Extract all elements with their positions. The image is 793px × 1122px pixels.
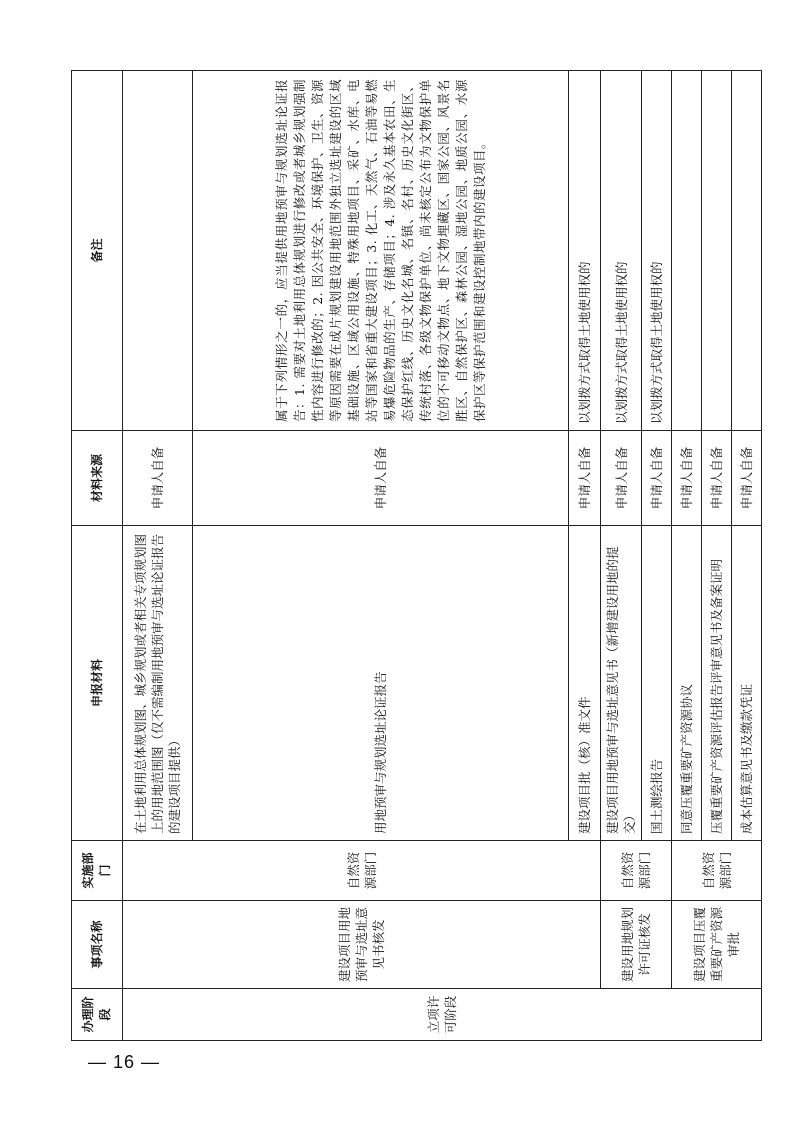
note-cell: 以划拨方式取得土地使用权的 [601,71,642,431]
source-cell: 申请人自备 [702,431,732,526]
item-name-cell: 建设项目压覆重要矿产资源审批 [672,901,762,989]
header-source: 材料来源 [72,431,123,526]
source-cell: 申请人自备 [732,431,762,526]
source-cell: 申请人自备 [123,431,193,526]
material-cell: 成本估算意见书及缴款凭证 [732,526,762,841]
source-cell: 申请人自备 [569,431,601,526]
source-cell: 申请人自备 [601,431,642,526]
table-row [123,71,193,1041]
table-row [601,71,642,1041]
header-stage: 办理阶段 [72,989,123,1041]
stage-cell: 立项许可阶段 [123,989,762,1041]
dept-cell: 自然资源部门 [601,841,672,901]
source-cell: 申请人自备 [672,431,702,526]
header-materials: 申报材料 [72,526,123,841]
rotated-table-wrapper [71,71,754,1041]
note-cell [123,71,193,431]
note-cell: 以划拨方式取得土地使用权的 [569,71,601,431]
header-notes: 备注 [72,71,123,431]
material-cell: 压覆重要矿产资源评估报告评审意见书及备案证明 [702,526,732,841]
page-number: — 16 — [88,1052,161,1072]
item-name-cell: 建设项目用地预审与选址意见书核发 [123,901,601,989]
header-row [72,71,123,1041]
note-cell: 以划拨方式取得土地使用权的 [642,71,672,431]
material-cell: 用地预审与规划选址论证报告 [193,526,569,841]
material-cell: 在土地利用总体规划图、城乡规划或者相关专项规划图上的用地范围图（仅不需编制用地预审与选址论证报告的建设项目提供） [123,526,193,841]
note-cell: 属于下列情形之一的，应当提供用地预审与规划选址论证报告：1. 需要对土地利用总体规划进行修改或者城乡规划强制性内容进行修改的；2. 因公共安全、环境保护、卫生、资源等原因需要在成片规划建设用地范围外独立选址建设的区域基础设施、区域公用设施、特殊用地项目、采矿、水库、电站等国家和省重大建设项目；3. 化工、天然气、石油等易燃易爆危险物品的生产、存储项目；4. 涉及永久基本农田、生态保护红线、历史文化名城、名镇、名村、历史文化街区、传统村落、各级文物保护单位、尚未核定公布为文物保护单位的不可移动文物点、地下文物埋藏区、国家公园、风景名胜区、自然保护区、森林公园、湿地公园、地质公园、水源保护区等保护范围和建设控制地带内的建设项目。 [193,71,569,431]
note-cell [732,71,762,431]
source-cell: 申请人自备 [642,431,672,526]
header-dept: 实施部门 [72,841,123,901]
source-cell: 申请人自备 [193,431,569,526]
material-cell: 国土测绘报告 [642,526,672,841]
note-cell [672,71,702,431]
material-cell: 同意压覆重要矿产资源协议 [672,526,702,841]
table-row [672,71,702,1041]
materials-table [71,70,762,1041]
material-cell: 建设项目用地预审与选址意见书（新增建设用地的提交） [601,526,642,841]
dept-cell: 自然资源部门 [672,841,762,901]
header-item: 事项名称 [72,901,123,989]
dept-cell: 自然资源部门 [123,841,601,901]
note-cell [702,71,732,431]
material-cell: 建设项目批（核）准文件 [569,526,601,841]
item-name-cell: 建设用地规划许可证核发 [601,901,672,989]
